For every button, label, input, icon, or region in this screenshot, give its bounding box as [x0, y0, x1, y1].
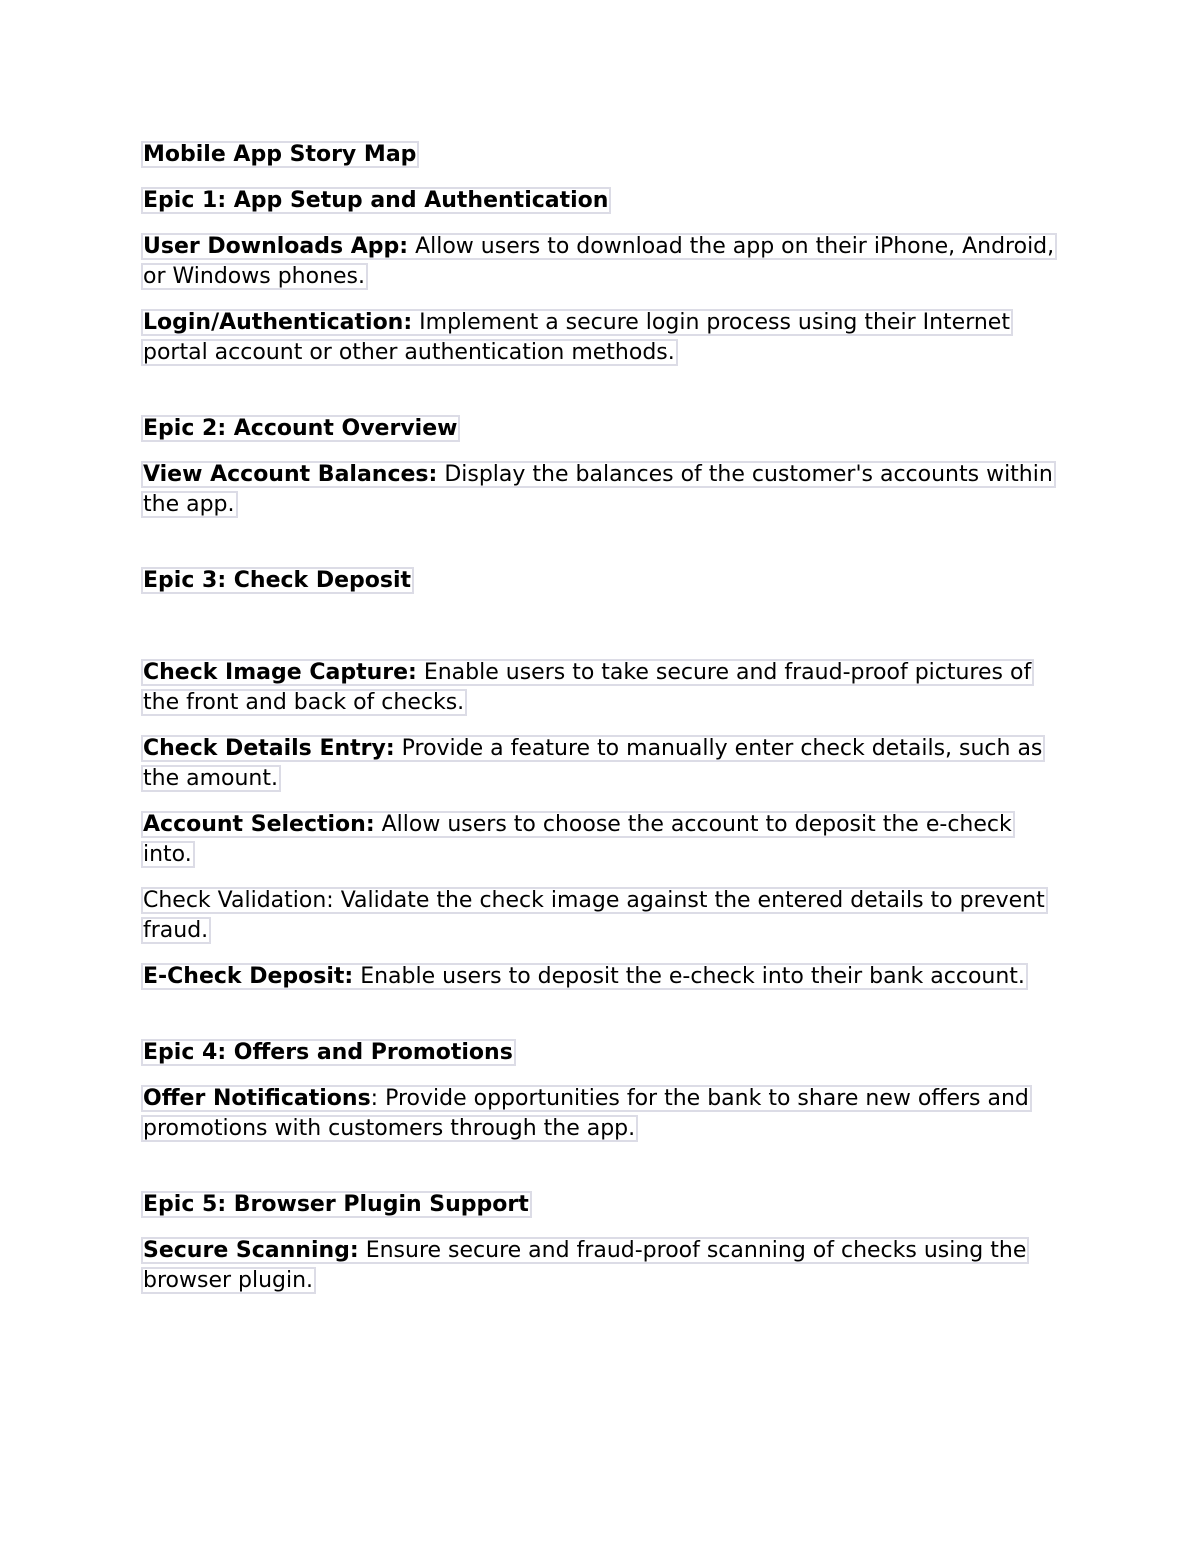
story-name: Account Selection: [143, 812, 375, 837]
story-description: : Provide opportunities for the bank to share new offers and promotions with customers through the app. [143, 1086, 1029, 1141]
story-secure-scanning [142, 1236, 1062, 1296]
epic-5-heading: Epic 5: Browser Plugin Support [143, 1192, 529, 1217]
story-view-account-balances [142, 460, 1062, 520]
story-name: E-Check Deposit: [143, 964, 354, 989]
story-name: User Downloads App: [143, 234, 409, 259]
story-e-check-deposit [142, 962, 1062, 992]
document-title: Mobile App Story Map [143, 142, 417, 167]
story-description: Enable users to deposit the e-check into their bank account. [353, 964, 1025, 989]
story-description: Check Validation: Validate the check image against the entered details to prevent fraud. [143, 888, 1045, 943]
story-check-image-capture [142, 658, 1062, 718]
epic-2-heading: Epic 2: Account Overview [143, 416, 458, 441]
story-account-selection [142, 810, 1062, 870]
story-description: Implement a secure login process using their Internet portal account or other authentication methods. [143, 310, 1010, 365]
story-offer-notifications [142, 1084, 1062, 1144]
story-login-authentication [142, 308, 1062, 368]
story-check-details-entry [142, 734, 1062, 794]
epic-1-heading: Epic 1: App Setup and Authentication [143, 188, 609, 213]
story-check-validation [142, 886, 1062, 946]
epic-3-heading: Epic 3: Check Deposit [143, 568, 412, 593]
story-name: Secure Scanning: [143, 1238, 359, 1263]
story-description: Enable users to take secure and fraud-proof pictures of the front and back of checks. [143, 660, 1032, 715]
epic-4-heading: Epic 4: Offers and Promotions [143, 1040, 513, 1065]
story-name: Offer Notifications [143, 1086, 371, 1111]
story-description: Provide a feature to manually enter check details, such as the amount. [143, 736, 1043, 791]
story-description: Ensure secure and fraud-proof scanning of checks using the browser plugin. [143, 1238, 1027, 1293]
story-description: Allow users to download the app on their iPhone, Android, or Windows phones. [143, 234, 1055, 289]
story-description: Allow users to choose the account to deposit the e-check into. [143, 812, 1012, 867]
story-name: Check Image Capture: [143, 660, 417, 685]
story-name: Check Details Entry: [143, 736, 395, 761]
story-name: View Account Balances: [143, 462, 438, 487]
document-page [142, 140, 1062, 1312]
story-description: Display the balances of the customer's accounts within the app. [143, 462, 1053, 517]
story-name: Login/Authentication: [143, 310, 413, 335]
story-user-downloads-app [142, 232, 1062, 292]
